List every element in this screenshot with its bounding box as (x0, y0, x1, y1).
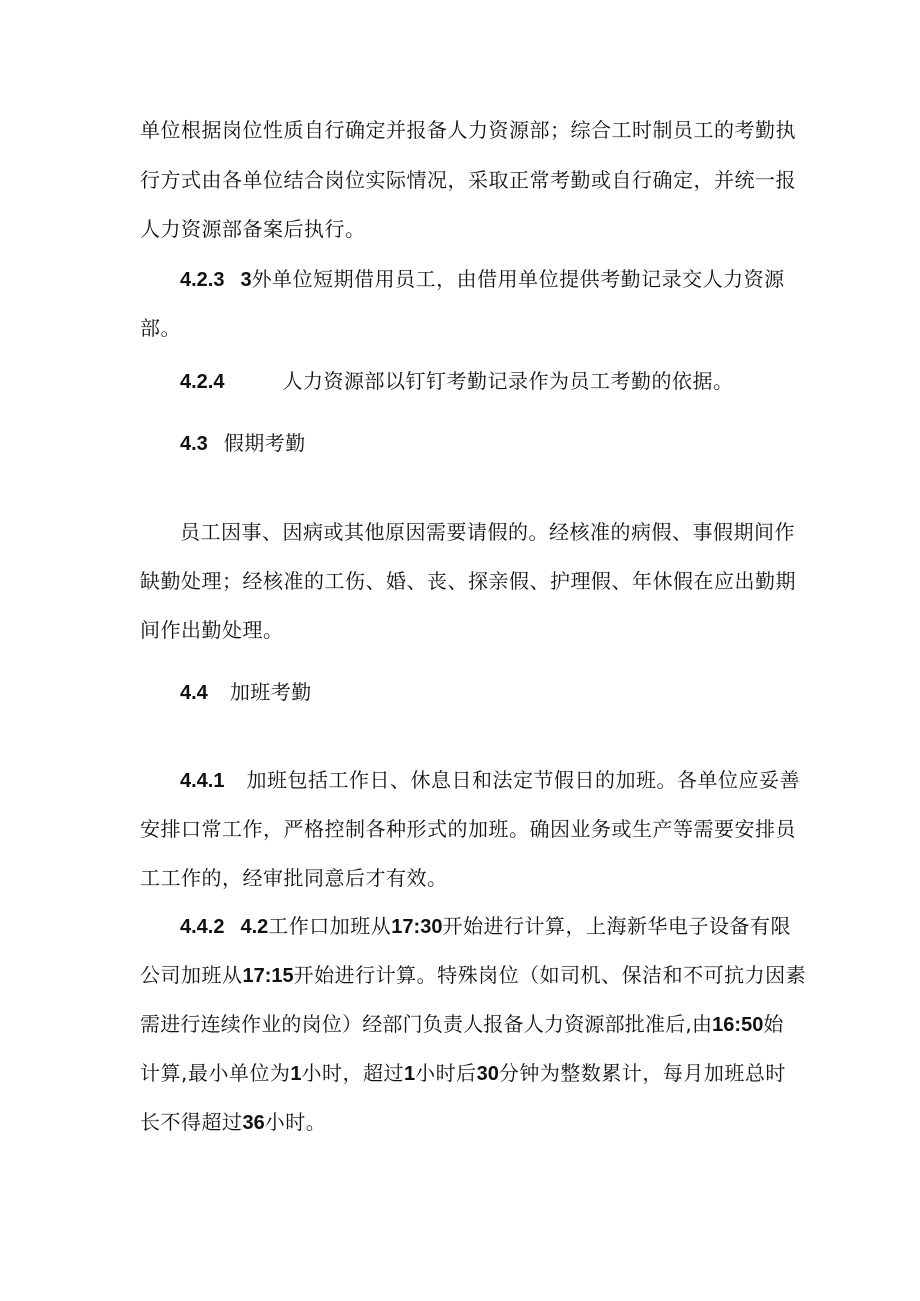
clause-text-continued: 安排口常工作，严格控制各种形式的加班。确因业务或生产等需要安排员 (140, 817, 796, 841)
clause-text-continued: 工工作的，经审批同意后才有效。 (140, 866, 448, 890)
clause-text-continued (140, 963, 806, 988)
clause-number: 4.2.3 (180, 269, 225, 291)
section-heading-4-3 (180, 431, 306, 456)
clause-text: 需进行连续作业的岗位）经部门负责人报备人力资源部批准后,由 (140, 1012, 713, 1036)
clause-4-4-2 (180, 914, 791, 939)
clause-text: 计算,最小单位为 (140, 1061, 291, 1085)
clause-text: 长不得超过 (140, 1110, 243, 1134)
paragraph-line: 行方式由各单位结合岗位实际情况，采取正常考勤或自行确定，并统一报 (140, 168, 796, 192)
number-value: 1 (403, 1063, 416, 1085)
clause-text: 始 (763, 1012, 784, 1036)
clause-text: 开始进行计算，上海新华电子设备有限 (442, 914, 791, 938)
clause-text: 开始进行计算。特殊岗位（如司机、保洁和不可抗力因素 (293, 963, 807, 987)
paragraph-line: 人力资源部备案后执行。 (140, 217, 366, 241)
clause-4-4-1 (180, 768, 800, 793)
paragraph-line: 单位根据岗位性质自行确定并报备人力资源部；综合工时制员工的考勤执 (140, 118, 796, 142)
clause-text-continued (140, 1061, 786, 1086)
clause-number: 4.2.4 (180, 371, 225, 393)
section-number: 4.3 (180, 433, 208, 455)
clause-4-2-4 (180, 369, 733, 394)
section-heading-4-4 (180, 680, 312, 705)
clause-4-2-3 (180, 267, 785, 292)
clause-text: 工作口加班从 (268, 914, 392, 938)
time-value: 16:50 (712, 1014, 764, 1036)
section-title: 假期考勤 (223, 431, 306, 455)
clause-text-continued (140, 1012, 784, 1037)
paragraph-line: 员工因事、因病或其他原因需要请假的。经核准的病假、事假期间作 (180, 520, 795, 544)
number-value: 36 (242, 1112, 265, 1134)
clause-text: 加班包括工作日、休息日和法定节假日的加班。各单位应妥善 (246, 768, 800, 792)
paragraph-line: 间作出勤处理。 (140, 618, 284, 642)
clause-number: 4.4.1 (180, 770, 225, 792)
clause-text: 分钟为整数累计，每月加班总时 (498, 1061, 786, 1085)
clause-sub-number: 4.2 (240, 916, 269, 938)
clause-text: 外单位短期借用员工，由借用单位提供考勤记录交人力资源 (251, 267, 785, 291)
time-value: 17:15 (242, 965, 294, 987)
number-value: 30 (476, 1063, 499, 1085)
clause-number: 4.4.2 (180, 916, 225, 938)
clause-text: 公司加班从 (140, 963, 243, 987)
clause-text: 小时，超过 (301, 1061, 404, 1085)
number-value: 1 (290, 1063, 302, 1085)
time-value: 17:30 (391, 916, 443, 938)
clause-sub-number: 3 (240, 269, 252, 291)
section-number: 4.4 (180, 682, 208, 704)
clause-text: 小时。 (264, 1110, 327, 1134)
clause-text: 人力资源部以钉钉考勤记录作为员工考勤的依据。 (282, 369, 734, 393)
clause-text-continued (140, 1110, 326, 1135)
paragraph-line: 缺勤处理；经核准的工伤、婚、丧、探亲假、护理假、年休假在应出勤期 (140, 569, 796, 593)
clause-text: 小时后 (415, 1061, 477, 1085)
clause-text-continued: 部。 (140, 316, 181, 340)
section-title: 加班考勤 (229, 680, 312, 704)
